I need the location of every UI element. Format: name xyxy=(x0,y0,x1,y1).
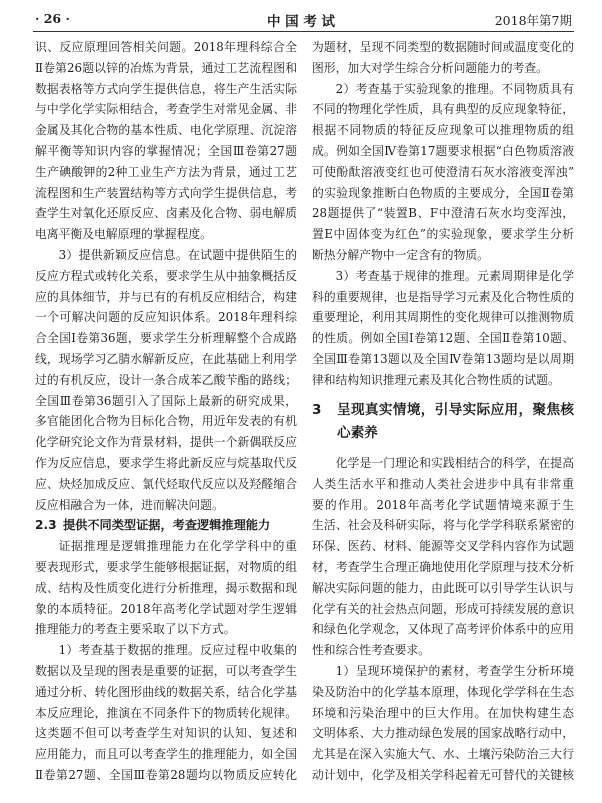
text-line: 电离平衡及电解原理的掌握程度。 xyxy=(35,227,212,242)
page-number: · 26 · xyxy=(35,11,70,26)
text-line: 全国Ⅲ卷第36题引入了国际上最新的研究成果， xyxy=(35,393,297,408)
text-line: 象的本质特征。2018年高考化学试题对学生逻辑 xyxy=(35,601,297,616)
text-line: 要的作用。2018年高考化学试题情境来源于生 xyxy=(312,497,574,512)
section-title-line: 呈现真实情境，引导实际应用，聚焦核 xyxy=(337,401,574,418)
text-line: 可使酚酞溶液变红也可使澄清石灰水溶液变浑浊” xyxy=(312,164,574,179)
section-heading xyxy=(35,515,297,536)
text-line: 为题材，呈现不同类型的数据随时间或温度变化的 xyxy=(312,40,574,54)
text-line: 要表现形式，要求学生能够根据证据，对物质的组 xyxy=(35,559,297,574)
text-line: 一个可解决问题的反应知识体系。2018年理科综 xyxy=(35,310,297,325)
paragraph xyxy=(35,536,297,640)
text-line: 的性质。例如全国Ⅰ卷第12题、全国Ⅱ卷第10题、 xyxy=(312,331,574,346)
header-rule xyxy=(33,31,574,32)
paragraph xyxy=(35,37,297,245)
text-line: 的实验现象推断白色物质的主要成分，全国Ⅱ卷第 xyxy=(312,185,574,200)
text-line: 多官能团化合物为目标化合物，用近年发表的有机 xyxy=(35,414,297,429)
text-line: 证据推理是逻辑推理能力在化学学科中的重 xyxy=(58,539,297,554)
text-line: 科的重要规律，也是指导学习元素及化合物性质的 xyxy=(312,289,574,304)
text-line: 数据以及呈现的图表是重要的证据，可以考查学生 xyxy=(35,663,297,678)
text-line: 查学生对氧化还原反应、卤素及化合物、弱电解质 xyxy=(35,206,297,221)
text-line: 全国Ⅲ卷第13题以及全国Ⅳ卷第13题均是以周期 xyxy=(312,351,574,366)
text-line: 合全国Ⅰ卷第36题，要求学生分析理解整个合成路 xyxy=(35,331,297,346)
section-title: 提供不同类型证据，考查逻辑推理能力 xyxy=(63,518,271,533)
text-line: 生活、社会及科研实际，将与化学学科联系紧密的 xyxy=(312,518,574,533)
text-line: 3）提供新颖反应信息。在试题中提供陌生的 xyxy=(58,247,297,262)
right-column xyxy=(312,37,574,786)
text-line: 律和结构知识推理元素及其化合物性质的试题。 xyxy=(312,372,560,387)
issue-label: 2018年第7期 xyxy=(494,13,572,28)
journal-title: 中 国 考 试 xyxy=(266,14,336,30)
text-line: 线，现场学习乙腈水解新反应，在此基础上利用学 xyxy=(35,351,297,366)
text-line: 图形，加大对学生综合分析问题能力的考查。 xyxy=(312,60,548,75)
section-number: 3 xyxy=(312,401,322,418)
text-line: 环保、医药、材料、能源等交叉学科内容作为试题 xyxy=(312,539,574,554)
text-line: 流程图和生产装置结构等方式向学生提供信息，考 xyxy=(35,185,297,200)
text-line: 化学研究论文作为背景材料，提供一个新偶联反应 xyxy=(35,435,297,450)
text-line: 反应方程式或转化关系，要求学生从中抽象概括反 xyxy=(35,268,297,283)
text-line: 根据不同物质的特征反应现象可以推理物质的组 xyxy=(312,123,574,138)
text-line: 推理能力的考查主要采取了以下方式。 xyxy=(35,622,236,637)
text-line: 与中学化学实际相结合，考查学生对常见金属、非 xyxy=(35,102,297,117)
text-line: 3）考查基于规律的推理。元素周期律是化学 xyxy=(335,268,574,283)
text-line: 成。例如全国Ⅳ卷第17题要求根据“白色物质溶液 xyxy=(312,143,574,158)
text-line: 和绿色化学观念，又体现了高考评价体系中的应用 xyxy=(312,622,574,637)
text-line: 置E中固体变为红色”的实验现象，要求学生分析 xyxy=(312,227,574,242)
paragraph xyxy=(35,640,297,786)
text-line: 动计划中，化学及相关学科起着无可替代的关键核 xyxy=(312,767,574,782)
text-line: Ⅱ卷第27题、全国Ⅲ卷第28题均以物质反应转化 xyxy=(35,767,297,782)
section-title-line: 心素养 xyxy=(337,424,378,441)
text-line: 文明体系、大力推动绿色发展的国家战略行动中， xyxy=(312,726,574,741)
text-line: 断热分解产物中一定含有的物质。 xyxy=(312,247,489,262)
text-line: 应的具体细节，并与已有的有机反应相结合，构建 xyxy=(35,289,297,304)
text-line: 28题提供了“装置B、F中澄清石灰水均变浑浊， xyxy=(312,206,574,221)
paragraph xyxy=(35,245,297,515)
text-line: 解平衡等知识内容的掌握情况；全国Ⅲ卷第27题 xyxy=(35,143,297,158)
text-line: 这类题不但可以考查学生对知识的认知、复述和 xyxy=(35,726,297,741)
paragraph xyxy=(312,453,574,661)
text-line: 识、反应原理回答相关问题。2018年理科综合全 xyxy=(35,40,297,54)
text-line: 作为反应信息，要求学生将此新反应与烷基取代反 xyxy=(35,455,297,470)
text-line: 1）考查基于数据的推理。反应过程中收集的 xyxy=(58,643,297,658)
paragraph xyxy=(312,79,574,266)
text-line: 反应相融合为一体，进而解决问题。 xyxy=(35,497,224,512)
text-line: 人类生活水平和推动人类社会进步中具有非常重 xyxy=(312,476,574,491)
section-title xyxy=(337,399,574,453)
paragraph xyxy=(312,266,574,391)
paragraph xyxy=(312,661,574,786)
text-line: 金属及其化合物的基本性质、电化学原理、沉淀溶 xyxy=(35,123,297,138)
text-line: 尤其是在深入实施大气、水、土壤污染防治三大行 xyxy=(312,747,574,762)
text-line: 通过分析、转化图形曲线的数据关系，结合化学基 xyxy=(35,684,297,699)
text-line: Ⅱ卷第26题以锌的冶炼为背景，通过工艺流程图和 xyxy=(35,60,297,75)
text-line: 重要理论，利用其周期性的变化规律可以推测物质 xyxy=(312,310,574,325)
text-line: 化学有关的社会热点问题，形成可持续发展的意识 xyxy=(312,601,574,616)
text-line: 成、结构及性质变化进行分析推理，揭示数据和现 xyxy=(35,580,297,595)
text-line: 过的有机反应，设计一条合成苯乙酸苄酯的路线； xyxy=(35,372,297,387)
text-line: 生产碘酸钾的2种工业生产方法为背景，通过工艺 xyxy=(35,164,297,179)
left-column xyxy=(35,37,297,786)
text-line: 材，考查学生合理正确地使用化学原理与技术分析 xyxy=(312,559,574,574)
text-line: 应用能力，而且可以考查学生的推理能力，如全国 xyxy=(35,747,297,762)
section-heading xyxy=(312,391,574,453)
text-line: 解决实际问题的能力，由此既可以引导学生认识与 xyxy=(312,580,574,595)
text-line: 本反应理论，推演在不同条件下的物质转化规律。 xyxy=(35,705,297,720)
text-line: 2）考查基于实验现象的推理。不同物质具有 xyxy=(335,81,574,96)
text-line: 化学是一门理论和实践相结合的科学，在提高 xyxy=(335,455,574,470)
section-number: 2.3 xyxy=(35,518,57,533)
paragraph xyxy=(312,37,574,79)
running-header xyxy=(0,0,602,32)
text-line: 环境和污染治理中的巨大作用。在加快构建生态 xyxy=(312,705,574,720)
text-line: 不同的物理化学性质，具有典型的反应现象特征， xyxy=(312,102,574,117)
text-line: 数据表格等方式向学生提供信息，将生产生活实际 xyxy=(35,81,297,96)
text-line: 1）呈现环境保护的素材，考查学生分析环境 xyxy=(335,663,574,678)
text-line: 应、炔烃加成反应、氯代烃取代反应以及羟醛缩合 xyxy=(35,476,297,491)
text-line: 性和综合性考查要求。 xyxy=(312,643,430,658)
text-line: 染及防治中的化学基本原理，体现化学学科在生态 xyxy=(312,684,574,699)
